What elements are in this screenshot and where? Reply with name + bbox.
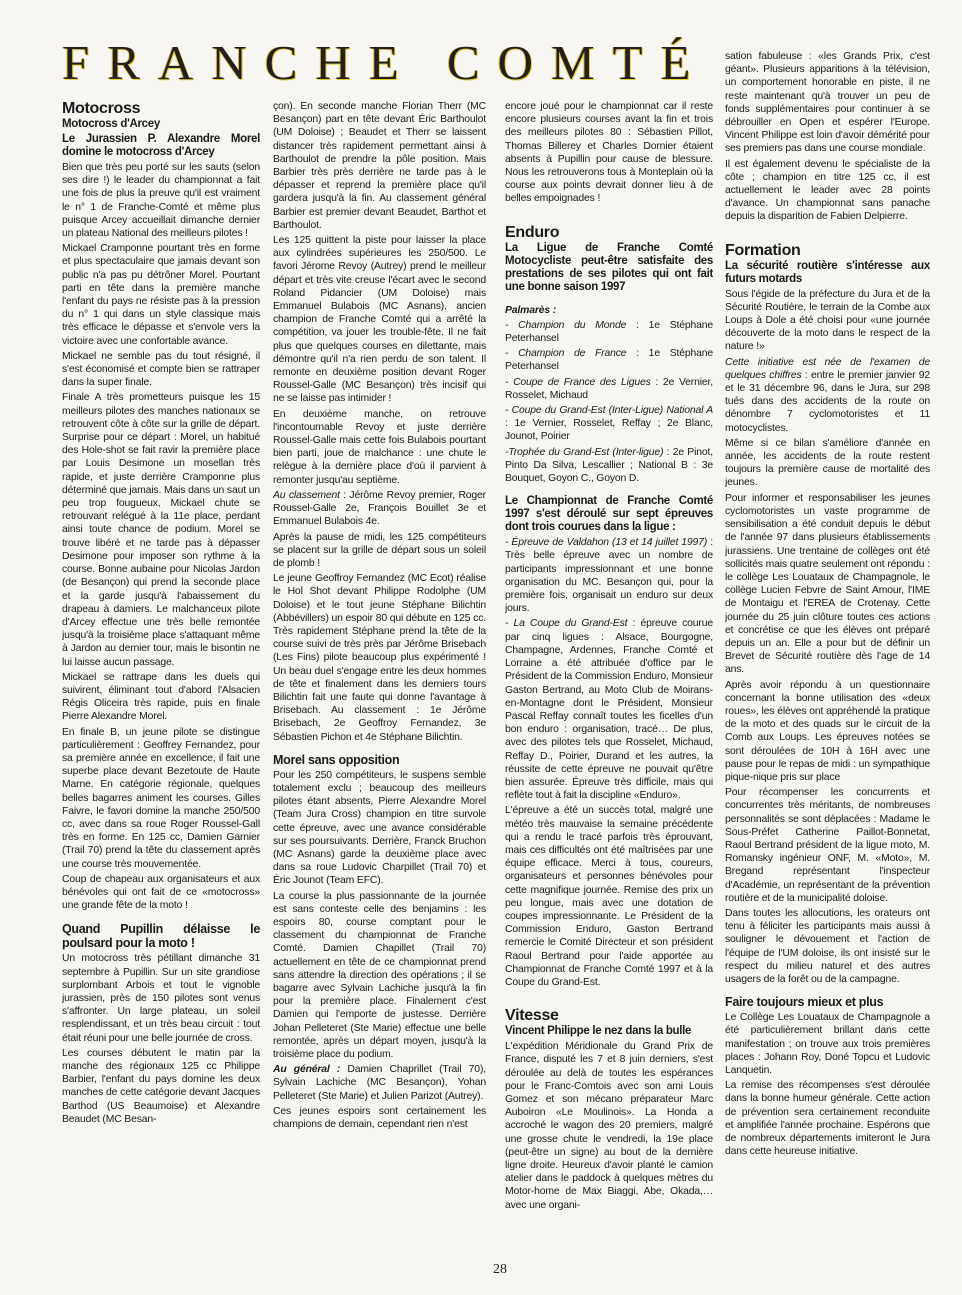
- text: : 1e Stéphane Peterhansel: [505, 348, 713, 373]
- paragraph: [273, 1063, 486, 1103]
- subsection-title: Motocross d'Arcey: [62, 118, 160, 130]
- list-item: [505, 404, 713, 444]
- section-title-formation: Formation: [725, 241, 801, 259]
- article-column-2: [273, 100, 486, 1260]
- section-title-enduro: Enduro: [505, 223, 560, 241]
- article-column-3: [505, 100, 713, 1260]
- paragraph: La course la plus passionnante de la journée est sans conteste celle des benjamins : les espoirs 80, course comptant pour le classement du championnat de Franche Comté. Damien Chapillet (Trail 70) actuellement en tête de ce championnat prend sans attendre la direction des opérations ; il se bagarre avec Sylvain Lachiche jusqu'à la fin pour la première place. Finalement c'est Damien qui l'emporte de justesse. Derrière Johan Pelleteret (Ste Marie) effectue une belle remontée, après un départ moyen, jusqu'à la troisième place du podium.: [273, 890, 486, 1061]
- paragraph: Mickael Cramponne pourtant très en forme et plus spectaculaire que jamais devant son public n'a pas pu détrôner Morel. Pourtant parti en tête dans la première manche l'enfant du pays ne résiste pas à la pression du n° 1 qui dans un style classique mais très efficace le dépasse et s'envole vers la victoire avec une confortable avance.: [62, 243, 260, 347]
- paragraph: [505, 304, 713, 317]
- paragraph: Les 125 quittent la piste pour laisser la place aux cylindrées supérieures les 250/500. Le favori Jérome Revoy (Autrey) prend le meilleur départ et très vite creuse l'écart avec le second Roland Pidancier (UM Doloise) mais Emmanuel Bulabois (MC Asnans), ancien champion de Franche Comté qui a arrêté la compétition, va jouer les trouble-fête. Il ne fait plus que quelques courses en dilettante, mais démontre qu'il n'a rien perdu de son talent. Il remonte en deuxième position devant Roger Roussel-Galle (MC Besançon) très incisif qui ne se laisse pas intimider !: [273, 235, 486, 405]
- text: : entre le premier janvier 92 et le 31 décembre 96, dans le Jura, sur 298 tués dans des accidents de la route on dénombre 7 cyclomotoristes et 11 motocyclistes.: [725, 369, 930, 434]
- page-number: 28: [493, 1262, 507, 1277]
- paragraph: Pour informer et responsabiliser les jeunes cyclomotoristes un vaste programme de sensibilisation a été conduit depuis le début de l'année 97 dans plusieurs établissements jurassiens. Une trentaine de collèges ont été sollicités mais quatre seulement ont répondu : le collège Les Louataux de Champagnole, le collège Lucien Febvre de Saint Amour, l'IME de Montaigu et l'EREA de Crotenay. Cette journée du 25 juin clôture toutes ces actions et concrétise ce que les élèves ont préparé depuis un an. Elle a pour but de définir un Brevet de Sécurité routière dès l'age de 14 ans.: [725, 492, 930, 676]
- text: : épreuve courue par cinq ligues : Alsace, Bourgogne, Champagne, Ardennes, Franche Comté et Lorraine a été attribuée d'office par le Président de la Commission Enduro, Monsieur Gaston Bertrand, au Moto Club de Moirans-en-Montagne dont le Président, Monsieur Pascal Reffay connaît toutes les ficelles d'un bon enduro : organisation, tracé… De plus, avec des pilotes tels que Rosselet, Michaud, Reffay D., Poirier, Durand et les autres, la réussite de cette épreuve ne pouvait qu'être bien assurée. Épreuve très difficile, mais qui reflète tout à fait la discipline «Enduro».: [505, 618, 713, 802]
- paragraph: Dans toutes les allocutions, les orateurs ont tenu à féliciter les participants mais aussi à souligner le dévouement et l'action de l'équipe de l'UM doloise, ils ont insisté sur le respect du milieu naturel et des autres usagers de la forêt ou de la campagne.: [725, 907, 930, 985]
- label: - Coupe du Grand-Est (Inter-Ligue) National A: [505, 405, 713, 417]
- text: Damien Chaprillet (Trail 70), Sylvain Lachiche (MC Besançon), Yohan Pelleteret (Ste Marie) et Julien Parizot (Autrey).: [273, 1064, 486, 1102]
- paragraph: Coup de chapeau aux organisateurs et aux bénévoles qui ont fait de ce «motocross» une grande fête de la moto !: [62, 873, 260, 912]
- paragraph: Pour les 250 compétiteurs, le suspens semble totalement exclu ; beaucoup des meilleurs pilotes étant absents, Pierre Alexandre Morel (Team Jura Cross) champion en titre survole cette épreuve, avec une avance considérable sur ses poursuivants. Derrière, Franck Bruchon (MC Asnans) garde la deuxième place avec dans sa roue Ludovic Charpillet (Trail 70) et Éric Jounot (Team EFC).: [273, 769, 486, 887]
- subsection-title: Morel sans opposition: [273, 752, 400, 767]
- label: - Coupe de France des Ligues: [505, 376, 651, 388]
- text: : 1e Vernier, Rosselet, Reffay ; 2e Blanc, Jounot, Poirier: [505, 418, 713, 443]
- paragraph: En deuxième manche, on retrouve l'incontournable Revoy et juste derrière Roussel-Galle mais cette fois Bulabois pourtant bien parti, joue de malchance : une chute le relègue à la dernière place d'où il parvient à remonter jusqu'au septième.: [273, 408, 486, 486]
- subsection-title: La Ligue de Franche Comté Motocycliste peut-être satisfaite des prestations de ses pilotes qui ont fait une bonne saison 1997: [505, 241, 713, 293]
- label: - Champion de France: [505, 348, 627, 360]
- paragraph: Finale A très prometteurs puisque les 15 meilleurs pilotes des manches nationaux se retrouvent côte à côte sur la grille de départ. Surprise pour ce départ : Morel, un habitué des Hole-shot se fait ravir la première place par Louis Desimone un mosellan très rapide, et juste derrière Cramponne plus déterminé que jamais. Mais dans un saut un peu trop fougueux, Mickael chute se retrouvant relégué à la 11e place, perdant ainsi toute chance de podium. Morel se trouve libéré et ne tarde pas à dépasser Desimone pour imposer son rythme à la course. Bonne aubaine pour Nicolas Jardon (de Besançon) qui prend la seconde place et la garde jusqu'à l'abaissement du drapeau à damiers. Le malchanceux pilote d'Arcey effectue une très belle remontée jusqu'à la troisième place s'attaquant même à Jardon au dernier tour, mais le bisontin ne lui laisse aucun passage.: [62, 392, 260, 668]
- list-item: [505, 347, 713, 373]
- text: : 2e Vernier, Rosselet, Michaud: [505, 376, 713, 401]
- paragraph: La remise des récompenses s'est déroulée dans la bonne humeur générale. Cette action de prévention sera certainement reconduite et amplifiée l'année prochaine. Espérons que de nombreux départements imiteront le Jura dans cette heureuse initiative.: [725, 1080, 930, 1158]
- label: Palmarès :: [505, 304, 557, 316]
- page-title: FRANCHE COMTÉ: [62, 35, 709, 90]
- subsection-title: Le Championnat de Franche Comté 1997 s'est déroulé sur sept épreuves dont trois courues dans la ligue :: [505, 495, 713, 534]
- subsection-title: Le Jurassien P. Alexandre Morel domine le motocross d'Arcey: [62, 133, 260, 158]
- article-column-1: [62, 100, 260, 1260]
- section-title-motocross: Motocross: [62, 100, 141, 117]
- paragraph: L'expédition Méridionale du Grand Prix de France, disputé les 7 et 8 juin derniers, s'est déroulée au delà de toutes les espérances pour le Franc-Comtois avec son ami Louis Gomez et son mécano préparateur Marc Auboiron «Le Moulinois». La Honda a accroché le wagon des 20 premiers, malgré une grosse chute le vendredi, la 19e place (peut-être un signe) au bout de la dernière ligne droite. Heureux d'avoir planté le camion atelier dans le paddock à quelques mètres du Motor-home de Max Biaggi, Abe, Okada,… avec une organi-: [505, 1041, 713, 1211]
- subsection-title: La sécurité routière s'intéresse aux futurs motards: [725, 259, 930, 285]
- paragraph: çon). En seconde manche Florian Therr (MC Besançon) part en tête devant Éric Barthoulot (UM Doloise) ; Beaudet et Therr se laissent distancer très rapidement permettant ainsi à Barthoulot de prendre la pôle position. Mais Barbier très près derrière ne tarde pas à le dépasser et reprend la première place qu'il gardera jusqu'à la fin. Au classement général Barbier est premier devant Beaudet, Barthot et Barthoulot.: [273, 101, 486, 231]
- paragraph: Ces jeunes espoirs sont certainement les champions de demain, cependant rien n'est: [273, 1105, 486, 1131]
- label: - Épreuve de Valdahon (13 et 14 juillet 1997): [505, 537, 708, 549]
- paragraph: Mickael ne semble pas du tout résigné, il s'est économisé et compte bien se rattraper dans la super finale.: [62, 350, 260, 389]
- paragraph: Les courses débutent le matin par la manche des régionaux 125 cc Philippe Barbier, l'enfant du pays domine les deux manches de cette catégorie devant Jacques Barthod (US Beaumoise) et Alexandre Beaudet (MC Besan-: [62, 1047, 260, 1125]
- paragraph: Pour récompenser les concurrents et concurrentes très méritants, de nombreuses personnalités se sont déplacées : Madame le Sous-Préfet Catherine Paillot-Bonnetat, Raoul Bertrand président de la ligue moto, M. Romansky ingénieur ONF, M. «Moto», M. Bregand représentant l'inspecteur d'Académie, un représentant de la prévention routière et de la municipalité doloise.: [725, 787, 930, 904]
- label: - La Coupe du Grand-Est: [505, 618, 628, 630]
- text: : Jérôme Revoy premier, Roger Roussel-Galle 2e, François Bouillet 3e et Emmanuel Bulabois 4e.: [273, 489, 486, 528]
- label: Au général :: [273, 1064, 341, 1076]
- paragraph: [505, 617, 713, 802]
- list-item: [505, 376, 713, 402]
- paragraph: Sous l'égide de la préfecture du Jura et de la Sécurité Routière, le terrain de la Combe aux Loups à Dole a été choisi pour «une journée découverte de la moto dans le respect de la nature !»: [725, 288, 930, 353]
- paragraph: Il est également devenu le spécialiste de la côte ; champion en titre 125 cc, il est actuellement le leader avec 28 points d'avance. Un championnat sans panache depuis la disparition de Fabien Delpierre.: [725, 158, 930, 223]
- paragraph: Bien que très peu porté sur les sauts (selon ses dire !) le leader du championnat a fait une fois de plus la preuve qu'il est vraiment le n° 1 de Franche-Comté et même plus puisque Arcey accueillait dimanche dernier un plateau National des meilleurs pilotes !: [62, 162, 260, 240]
- paragraph: [505, 536, 713, 615]
- paragraph: Le Collège Les Louataux de Champagnole a été particulièrement brillant dans cette manifestation ; on trouve aux trois premières places : Johann Roy, Doné Topcu et Ludovic Lanquetin.: [725, 1012, 930, 1077]
- paragraph: [725, 356, 930, 435]
- subsection-title: Faire toujours mieux et plus: [725, 995, 884, 1010]
- paragraph: Un motocross très pétillant dimanche 31 septembre à Pupillin. Sur un site grandiose surplombant Arbois et tout le vignoble jurassien, près de 150 pilotes sont venus s'affronter. Un large plateau, un soleil resplendissant, et un très beau circuit : tout était réuni pour une belle journée de cross.: [62, 953, 260, 1044]
- paragraph: En finale B, un jeune pilote se distingue particulièrement : Geoffrey Fernandez, pour sa première année en excellence, il fait une superbe place devant Bezetoute de Haute Marne. En catégorie régionale, quelques belles bagarres animent les courses. Gilles Faivre, le favori domine la manche 250/500 cc, avec dans sa roue Roger Roussel-Gall très en forme. En 125 cc, Damien Garnier (Trail 70) prend la tête du classement après une course très mouvementée.: [62, 726, 260, 870]
- subsection-title: Vincent Philippe le nez dans la bulle: [505, 1025, 692, 1038]
- label: -Trophée du Grand-Est (Inter-ligue): [505, 446, 664, 458]
- text: : Très belle épreuve avec un nombre de participants impressionnant et une bonne organisation du MC. Besançon qui, pour la première fois, organisait un enduro sur deux jours.: [505, 537, 713, 615]
- paragraph: sation fabuleuse : «les Grands Prix, c'est géant». Plusieurs apparitions à la télévision, un comportement honorable en piste, il ne reste maintenant qu'à trouver un peu de fonds supplémentaires pour continuer à se débrouiller en Open et espérer l'Europe. Vincent Philippe est loin d'avoir démérité pour ses premiers pas dans une course mondiale.: [725, 51, 930, 155]
- article-column-4: [725, 50, 930, 1260]
- list-item: [505, 446, 713, 486]
- paragraph: [273, 489, 486, 529]
- paragraph: encore joué pour le championnat car il reste encore plusieurs courses avant la fin et trois des meilleurs pilotes 80 : Sébastien Pillot, Thomas Billerey et Charles Dornier étaient absents à Pupillin pour cause de blessure. Nous les retrouverons tous à Monteplain où la course aux points devrait donner lieu à de belles empoignades !: [505, 101, 713, 205]
- label: Cette initiative est née de l'examen de quelques chiffres: [725, 356, 930, 381]
- label: - Champion du Monde: [505, 319, 627, 331]
- paragraph: L'épreuve a été un succès total, malgré une météo très mauvaise la semaine précédente qui a rendu le tracé parfois très éprouvant, mais ces difficultés ont été maîtrisées par une équipe efficace. Merci à tous, coureurs, organisateurs et personnes bénévoles pour cette magnifique journée. Remise des prix un peu longue, mais avec une dotation de coupes impressionnante. Le Président de la Commission Enduro, Gaston Bertrand remercie le Comité Directeur et son président Raoul Bertrand pour l'aide apportée au Championnat de Franche Comté 1997 et à la Coupe du Grand-Est.: [505, 805, 713, 988]
- paragraph: Le jeune Geoffroy Fernandez (MC Ecot) réalise le Hol Shot devant Philippe Rodolphe (UM Doloise) et le tout jeune Stéphane Bilichtin (Abbévillers) un espoir 80 qui débute en 125 cc. Très rapidement Stéphane prend la tête de la course suivi de très près par Jérôme Brisebach (Les Fins) pilote beaucoup plus expérimenté ! Un beau duel s'engage entre les deux hommes de tête et finalement dans les derniers tours Bilichtin fait une faute qui donne l'avantage à Brisebach. Au classement : 1e Jérôme Brisebach, 2e Geoffroy Fernandez, 3e Sébastien Pichon et 4e Stéphane Bilichtin.: [273, 573, 486, 743]
- paragraph: Mickael se rattrape dans les duels qui suivirent, éliminant tout d'abord l'Alsacien Régis Oliceira très rapide, puis en finale Pierre Alexandre Morel.: [62, 671, 260, 723]
- paragraph: Même si ce bilan s'améliore d'année en année, les accidents de la route restent toujours la première cause de mortalité des jeunes.: [725, 437, 930, 489]
- label: Au classement: [273, 489, 340, 501]
- section-title-vitesse: Vitesse: [505, 1007, 559, 1025]
- subsection-title: Quand Pupillin délaisse le poulsard pour la moto !: [62, 922, 260, 951]
- list-item: [505, 319, 713, 345]
- paragraph: Après avoir répondu à un questionnaire concernant la bonne utilisation des «deux roues», les élèves ont appréhendé la pratique de la moto et des quads sur le circuit de la Comb aux Loups. Les épreuves notées se sont déroulées de 10H à 16H avec une pause pour le repas de midi : un sympathique pique-nique pris sur place: [725, 679, 930, 783]
- text: : 1e Stéphane Peterhansel: [505, 319, 713, 345]
- paragraph: Après la pause de midi, les 125 compétiteurs se placent sur la grille de départ sous un soleil de plomb !: [273, 531, 486, 569]
- text: : 2e Pinot, Pinto Da Silva, Lescallier ; National B : 3e Bouquet, Goyon C., Goyon D.: [505, 446, 713, 485]
